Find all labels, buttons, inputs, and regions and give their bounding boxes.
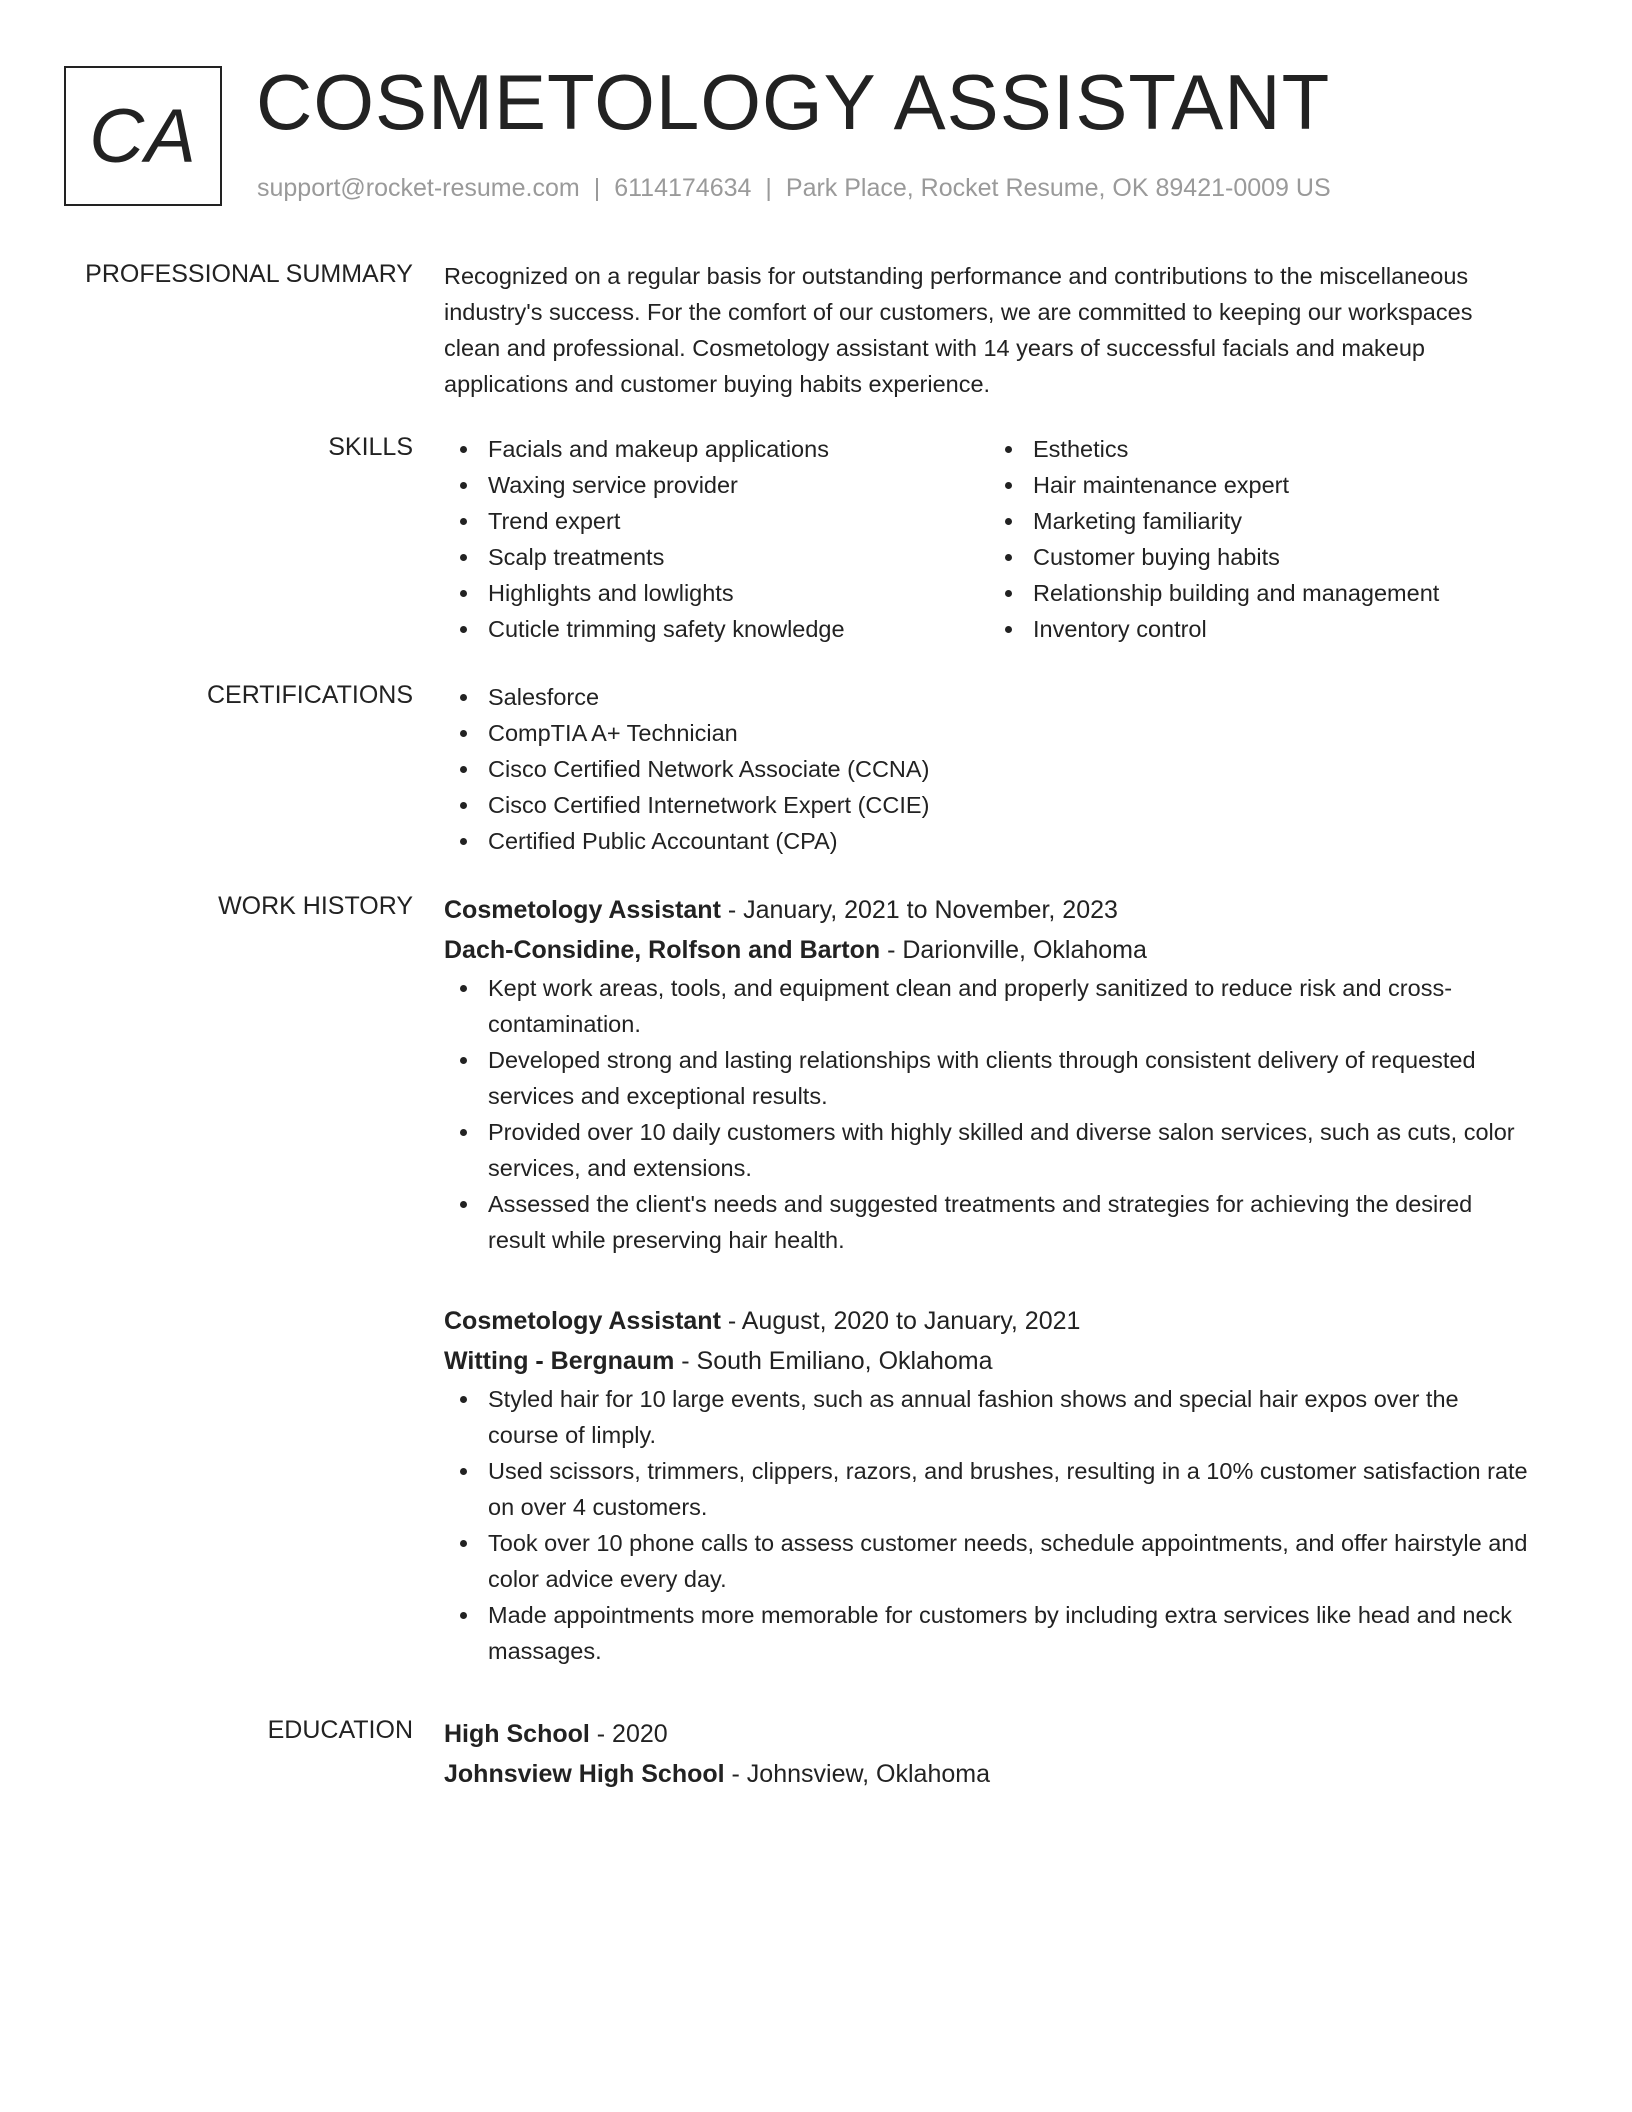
certification-item: Cisco Certified Network Associate (CCNA) [444, 751, 1534, 787]
job-title: Cosmetology Assistant [444, 1307, 721, 1335]
summary-text: Recognized on a regular basis for outstanding performance and contributions to the miscellaneous industry's success. For the comfort of our customers, we are committed to keeping our workspaces clean and professional. Cosmetology assistant with 14 years of successful facials and makeup applications and customer buying habits experience. [444, 263, 1473, 397]
job-duty-item: Used scissors, trimmers, clippers, razors, and brushes, resulting in a 10% customer satisfaction rate on over 4 customers. [444, 1453, 1534, 1525]
skill-item: Esthetics [989, 431, 1534, 467]
skill-item: Hair maintenance expert [989, 467, 1534, 503]
certification-item: CompTIA A+ Technician [444, 715, 1534, 751]
job-company-line [444, 930, 1534, 970]
education-school: Johnsview High School [444, 1760, 725, 1788]
job-dates: - August, 2020 to January, 2021 [720, 1307, 1081, 1335]
job-company: Witting - Bergnaum [444, 1347, 675, 1375]
job-location: - South Emiliano, Oklahoma [674, 1347, 993, 1375]
job-title-line [444, 1301, 1534, 1341]
contact-address: Park Place, Rocket Resume, OK 89421-0009 US [785, 174, 1331, 202]
skills-list-right [989, 431, 1534, 647]
certifications-body [444, 679, 1534, 859]
education-year: - 2020 [589, 1720, 668, 1748]
section-heading: WORK HISTORY [218, 892, 413, 920]
skill-item: Highlights and lowlights [444, 575, 989, 611]
skills-list-left [444, 431, 989, 647]
contact-phone[interactable]: 6114174634 [614, 174, 752, 202]
skill-item: Customer buying habits [989, 539, 1534, 575]
job-company-line [444, 1341, 1534, 1381]
job-duties-list [444, 970, 1534, 1258]
skill-item: Facials and makeup applications [444, 431, 989, 467]
contact-separator: | [765, 174, 772, 202]
summary-body [444, 258, 1534, 402]
candidate-title: COSMETOLOGY ASSISTANT [256, 58, 1331, 146]
job-duty-item: Took over 10 phone calls to assess customer needs, schedule appointments, and offer hairstyle and color advice every day. [444, 1525, 1534, 1597]
skill-item: Marketing familiarity [989, 503, 1534, 539]
job-company: Dach-Considine, Rolfson and Barton [444, 936, 881, 964]
education-degree-line [444, 1714, 1534, 1754]
certification-item: Cisco Certified Internetwork Expert (CCIE) [444, 787, 1534, 823]
job-title: Cosmetology Assistant [444, 896, 721, 924]
education-school-line [444, 1754, 1534, 1794]
job-entry [444, 1301, 1534, 1669]
job-title-line [444, 890, 1534, 930]
section-heading: PROFESSIONAL SUMMARY [85, 260, 413, 288]
job-duties-list [444, 1381, 1534, 1669]
certification-item: Salesforce [444, 679, 1534, 715]
certification-item: Certified Public Accountant (CPA) [444, 823, 1534, 859]
section-heading: EDUCATION [267, 1716, 413, 1744]
certifications-list [444, 679, 1534, 859]
contact-line [257, 172, 1331, 204]
skill-item: Relationship building and management [989, 575, 1534, 611]
contact-email[interactable]: support@rocket-resume.com [257, 174, 580, 202]
skill-item: Cuticle trimming safety knowledge [444, 611, 989, 647]
job-entry [444, 890, 1534, 1258]
education-degree: High School [444, 1720, 590, 1748]
job-duty-item: Developed strong and lasting relationships with clients through consistent delivery of requested services and exceptional results. [444, 1042, 1534, 1114]
section-heading: CERTIFICATIONS [206, 681, 413, 709]
job-duty-item: Styled hair for 10 large events, such as annual fashion shows and special hair expos over the course of limply. [444, 1381, 1534, 1453]
contact-separator: | [593, 174, 601, 202]
skill-item: Waxing service provider [444, 467, 989, 503]
job-duty-item: Made appointments more memorable for customers by including extra services like head and neck massages. [444, 1597, 1534, 1669]
skills-body [444, 431, 1534, 647]
skill-item: Scalp treatments [444, 539, 989, 575]
job-location: - Darionville, Oklahoma [880, 936, 1147, 964]
job-dates: - January, 2021 to November, 2023 [720, 896, 1118, 924]
section-heading: SKILLS [328, 433, 413, 461]
education-body [444, 1714, 1534, 1794]
skill-item: Trend expert [444, 503, 989, 539]
job-duty-item: Kept work areas, tools, and equipment clean and properly sanitized to reduce risk and cross-contamination. [444, 970, 1534, 1042]
skill-item: Inventory control [989, 611, 1534, 647]
job-duty-item: Provided over 10 daily customers with highly skilled and diverse salon services, such as cuts, color services, and extensions. [444, 1114, 1534, 1186]
education-location: - Johnsview, Oklahoma [724, 1760, 990, 1788]
job-duty-item: Assessed the client's needs and suggested treatments and strategies for achieving the desired result while preserving hair health. [444, 1186, 1534, 1258]
work-history-body [444, 890, 1534, 1669]
monogram-badge: CA [64, 66, 222, 206]
